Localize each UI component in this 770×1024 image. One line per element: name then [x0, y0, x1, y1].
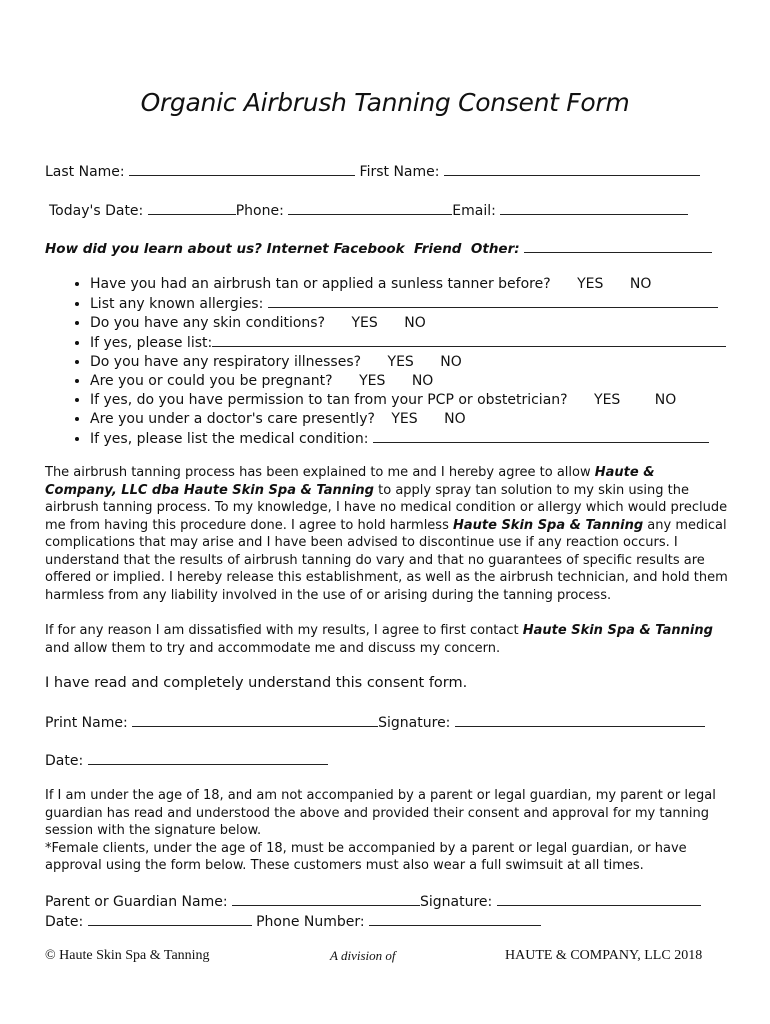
first-name-label: First Name: — [359, 164, 440, 180]
company-name: Haute Skin Spa & Tanning — [522, 623, 713, 638]
list-item — [90, 353, 730, 372]
date-row — [45, 751, 328, 769]
question-text: Have you had an airbrush tan or applied a sunless tanner before? — [90, 276, 551, 292]
phone-label: Phone: — [235, 203, 284, 219]
signature-field[interactable] — [455, 713, 705, 727]
consent-text: to apply spray tan solution to my skin using the airbrush tanning process. To my knowledge, I have no medical condition or allergy which would preclude me from having this procedure done. I agree to hold harmless — [45, 482, 728, 533]
dissatisfaction-paragraph — [45, 622, 730, 657]
last-name-field[interactable] — [129, 162, 355, 176]
learn-option-facebook[interactable]: Facebook — [333, 241, 405, 257]
signature-label: Signature: — [378, 715, 451, 731]
question-text: If yes, do you have permission to tan from your PCP or obstetrician? — [90, 392, 568, 408]
no-option[interactable]: NO — [404, 315, 426, 331]
company-name: Haute Skin Spa & Tanning — [452, 517, 644, 533]
learn-option-friend[interactable]: Friend — [414, 241, 462, 257]
yes-option[interactable]: YES — [351, 315, 378, 331]
contact-row — [49, 201, 688, 219]
question-text: List any known allergies: — [90, 296, 264, 312]
footer-copyright: © Haute Skin Spa & Tanning — [45, 948, 210, 963]
acknowledgement: I have read and completely understand this consent form. — [45, 675, 468, 691]
list-item — [90, 410, 730, 429]
date-field[interactable] — [88, 751, 328, 765]
minor-paragraph — [45, 787, 730, 875]
todays-date-label: Today's Date: — [49, 203, 144, 219]
yes-option[interactable]: YES — [387, 354, 414, 370]
learn-option-other[interactable]: Other: — [470, 241, 520, 257]
list-item — [90, 275, 730, 294]
email-label: Email: — [452, 203, 496, 219]
list-item — [90, 294, 730, 314]
guardian-phone-label: Phone Number: — [256, 914, 365, 930]
consent-text: The airbrush tanning process has been explained to me and I hereby agree to allow — [45, 465, 595, 480]
guardian-phone-field[interactable] — [369, 912, 541, 926]
name-row — [45, 162, 700, 180]
print-name-label: Print Name: — [45, 715, 128, 731]
yes-option[interactable]: YES — [594, 392, 621, 408]
consent-text: any medical complications that may arise and I have been advised to discontinue use if any reaction occurs. I understand that the results of airbrush tanning do vary and that no guarantees of specific results are offered or implied. I hereby release this establishment, as well as the airbrush technician, and hold them harmless from any liability involved in the use of or arising during the tanning process. — [45, 517, 728, 603]
no-option[interactable]: NO — [440, 354, 462, 370]
dissatisfaction-text: If for any reason I am dissatisfied with my results, I agree to first contact — [45, 623, 523, 638]
list-item — [90, 314, 730, 333]
todays-date-field[interactable] — [148, 201, 236, 215]
page-title: Organic Airbrush Tanning Consent Form — [140, 88, 630, 117]
guardian-name-field[interactable] — [232, 892, 420, 906]
question-text: Are you under a doctor's care presently? — [90, 411, 375, 427]
email-field[interactable] — [500, 201, 688, 215]
guardian-date-row — [45, 912, 541, 930]
consent-paragraph — [45, 464, 730, 604]
list-item — [90, 391, 730, 410]
last-name-label: Last Name: — [45, 164, 125, 180]
question-text: If yes, please list the medical condition: — [90, 431, 369, 447]
company-name: Haute & Company, LLC dba Haute Skin Spa & Tanning — [45, 465, 655, 498]
learn-option-internet[interactable]: Internet — [266, 241, 329, 257]
medical-condition-field[interactable] — [373, 429, 709, 443]
allergies-field[interactable] — [268, 294, 718, 308]
yes-option[interactable]: YES — [391, 411, 418, 427]
no-option[interactable]: NO — [629, 276, 652, 292]
dissatisfaction-text: and allow them to try and accommodate me and discuss my concern. — [45, 640, 501, 656]
guardian-signature-label: Signature: — [420, 894, 493, 910]
list-item — [90, 333, 730, 353]
guardian-date-label: Date: — [45, 914, 84, 930]
phone-field[interactable] — [288, 201, 452, 215]
learn-question: How did you learn about us? — [45, 241, 262, 257]
question-text: Do you have any respiratory illnesses? — [90, 354, 362, 370]
learn-other-field[interactable] — [524, 239, 712, 253]
list-item — [90, 429, 730, 449]
guardian-name-label: Parent or Guardian Name: — [45, 894, 228, 910]
question-text: If yes, please list: — [90, 335, 213, 351]
guardian-row — [45, 892, 701, 910]
learn-row — [45, 239, 712, 257]
footer-company: HAUTE & COMPANY, LLC 2018 — [505, 948, 703, 963]
female-clients-note: *Female clients, under the age of 18, must be accompanied by a parent or legal guardian, or have approval using the form below. These customers must also wear a full swimsuit at all times. — [45, 840, 687, 873]
list-item — [90, 372, 730, 391]
no-option[interactable]: NO — [411, 373, 434, 389]
skin-conditions-field[interactable] — [212, 333, 726, 347]
yes-option[interactable]: YES — [359, 373, 386, 389]
first-name-field[interactable] — [444, 162, 700, 176]
question-text: Do you have any skin conditions? — [90, 315, 326, 331]
no-option[interactable]: NO — [654, 392, 677, 408]
print-name-field[interactable] — [132, 713, 378, 727]
minor-text: If I am under the age of 18, and am not accompanied by a parent or legal guardian, my parent or legal guardian has read and understood the above and provided their consent and approval for my tanning session with the signature below. — [45, 788, 716, 838]
guardian-date-field[interactable] — [88, 912, 252, 926]
date-label: Date: — [45, 753, 84, 769]
guardian-signature-field[interactable] — [497, 892, 701, 906]
question-text: Are you or could you be pregnant? — [90, 373, 333, 389]
health-questions — [44, 275, 730, 449]
footer-division: A division of — [330, 948, 396, 963]
signature-row — [45, 713, 705, 731]
yes-option[interactable]: YES — [577, 276, 604, 292]
no-option[interactable]: NO — [444, 411, 466, 427]
